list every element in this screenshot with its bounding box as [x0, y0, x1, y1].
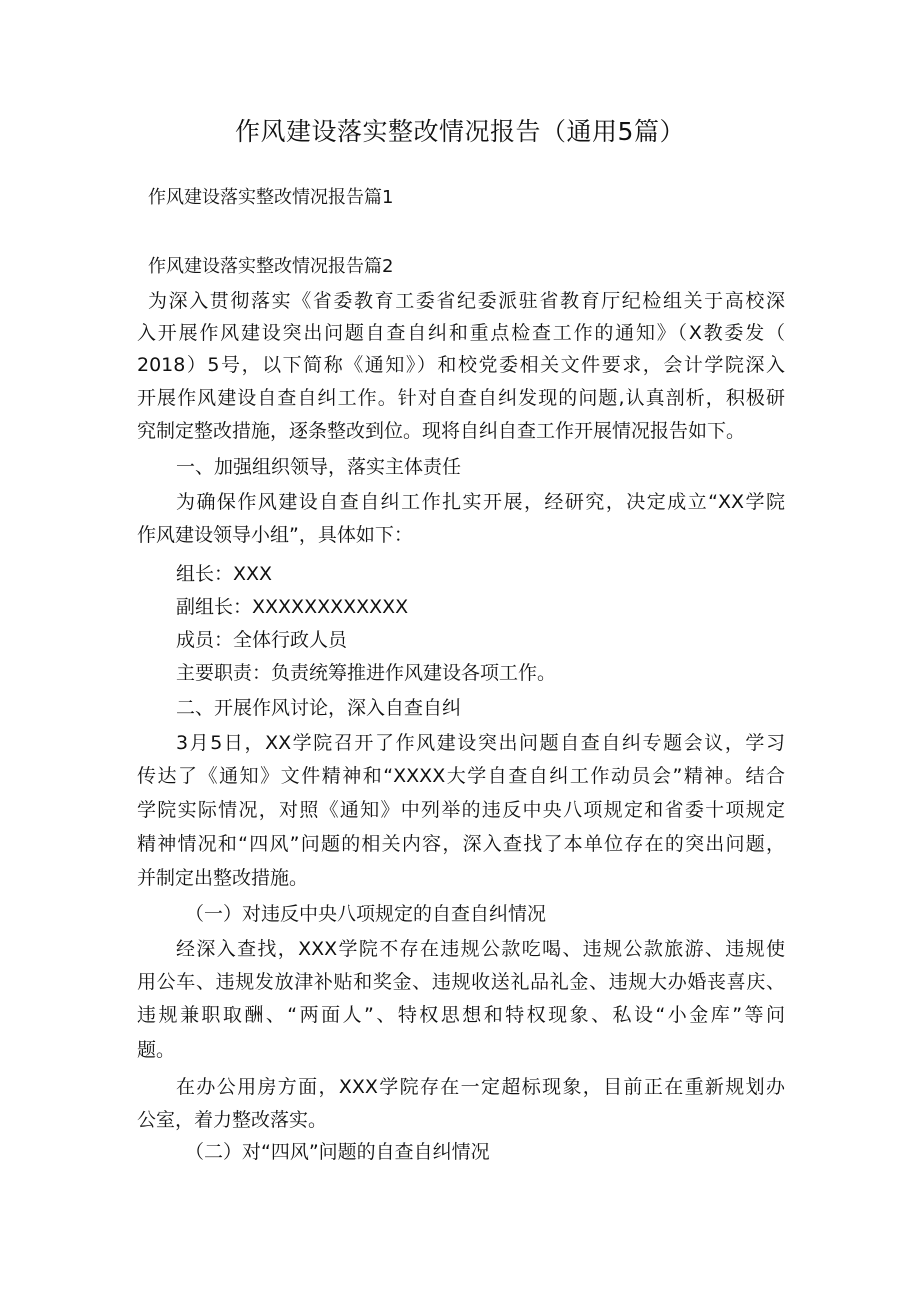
- paragraph-line: 为深入贯彻落实《省委教育工委省纪委派驻省教育厅纪检组关于高校深: [148, 290, 785, 312]
- section-1-heading: 作风建设落实整改情况报告篇1: [148, 187, 394, 208]
- section-heading-2: 二、开展作风讨论，深入自查自纠: [176, 697, 462, 719]
- paragraph-line: 违规兼职取酬、“两面人”、特权思想和特权现象、私设“小金库”等问: [137, 1004, 785, 1026]
- main-duties: 主要职责：负责统筹推进作风建设各项工作。: [176, 662, 557, 684]
- paragraph-line: 用公车、违规发放津补贴和奖金、违规收送礼品礼金、违规大办婚丧喜庆、: [137, 971, 785, 993]
- paragraph-line: 入开展作风建设突出问题自查自纠和重点检查工作的通知》（X教委发（: [137, 322, 785, 344]
- paragraph-line: 题。: [137, 1039, 176, 1061]
- deputy-leader: 副组长：XXXXXXXXXXXX: [176, 596, 409, 618]
- document-title: 作风建设落实整改情况报告（通用5篇）: [235, 117, 685, 146]
- paragraph-line: 2018）5号，以下简称《通知》）和校党委相关文件要求，会计学院深入: [137, 354, 785, 376]
- paragraph-line: 精神情况和“四风”问题的相关内容，深入查找了本单位存在的突出问题，: [137, 833, 785, 855]
- paragraph-line: 在办公用房方面，XXX学院存在一定超标现象，目前正在重新规划办: [176, 1076, 785, 1098]
- section-2-heading: 作风建设落实整改情况报告篇2: [148, 256, 394, 277]
- subsection-heading-2: （二）对“四风”问题的自查自纠情况: [185, 1141, 490, 1163]
- members: 成员：全体行政人员: [176, 629, 348, 651]
- paragraph-line: 为确保作风建设自查自纠工作扎实开展，经研究，决定成立“XX学院: [176, 491, 785, 513]
- paragraph-line: 作风建设领导小组”，具体如下：: [137, 524, 413, 546]
- section-heading-1: 一、加强组织领导，落实主体责任: [176, 456, 462, 478]
- paragraph-line: 学院实际情况，对照《通知》中列举的违反中央八项规定和省委十项规定: [137, 799, 785, 821]
- paragraph-line: 经深入查找，XXX学院不存在违规公款吃喝、违规公款旅游、违规使: [176, 938, 785, 960]
- paragraph-line: 3月5日，XX学院召开了作风建设突出问题自查自纠专题会议，学习: [176, 732, 785, 754]
- paragraph-line: 公室，着力整改落实。: [137, 1109, 328, 1131]
- group-leader: 组长：XXX: [176, 563, 273, 585]
- paragraph-line: 开展作风建设自查自纠工作。针对自查自纠发现的问题,认真剖析，积极研: [137, 387, 785, 409]
- subsection-heading-1: （一）对违反中央八项规定的自查自纠情况: [185, 903, 547, 925]
- paragraph-line: 究制定整改措施，逐条整改到位。现将自纠自查工作开展情况报告如下。: [137, 420, 746, 442]
- paragraph-line: 传达了《通知》文件精神和“XXXX大学自查自纠工作动员会”精神。结合: [137, 765, 785, 787]
- paragraph-line: 并制定出整改措施。: [137, 867, 309, 889]
